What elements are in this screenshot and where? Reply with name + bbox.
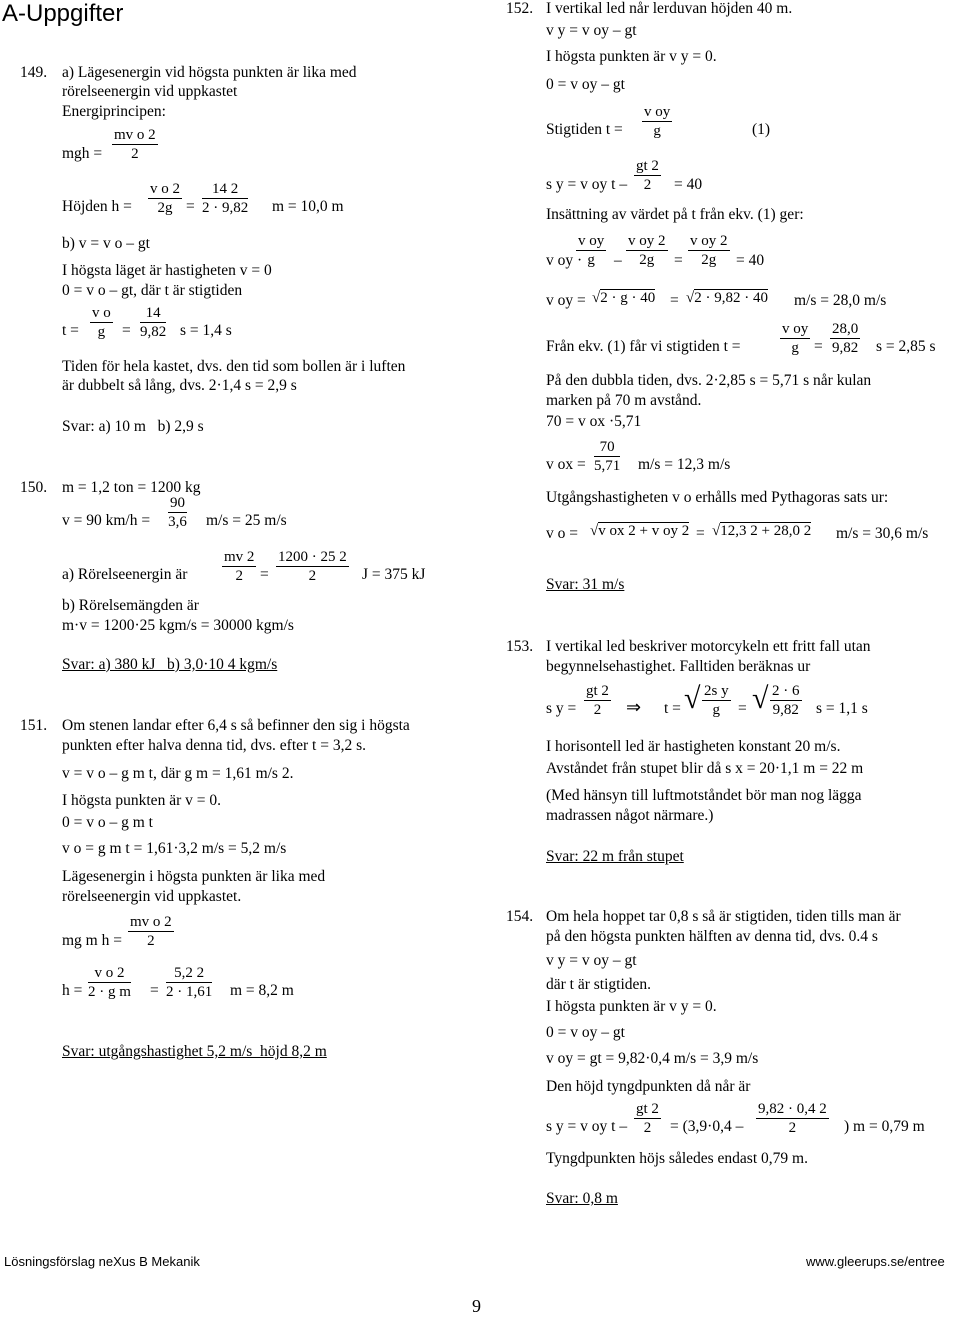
minus: – [614,252,622,269]
text-line: Den höjd tyngdpunkten då når är [546,1078,751,1095]
text-line: I vertikal led beskriver motorcykeln ett fritt fall utan [546,638,871,655]
equation-label: mg m h = [62,932,122,949]
text-line: 70 = v ox ·5,71 [546,413,642,430]
result: J = 375 kJ [362,566,426,583]
result: s = 1,1 s [816,700,868,717]
fraction: $\frac{\text{mv o 2}}{2}$ [114,127,156,162]
text-line: rörelseenergin vid uppkastet. [62,888,242,905]
text-line: I högsta punkten är v y = 0. [546,48,717,65]
equation-label: s y = [546,700,577,717]
equation-label: v oy = [546,292,586,309]
text-line: 0 = v oy – gt [546,76,625,93]
result: m/s = 30,6 m/s [836,525,929,542]
text-line: I högsta punkten är v y = 0. [546,998,717,1015]
square-root: √v ox 2 + v oy 2 [590,523,690,539]
result: s = 2,85 s [876,338,936,355]
fraction: $\frac{1200 \cdot 25 2}{2}$ [278,549,347,584]
equation-label: a) Rörelseenergin är [62,566,188,583]
fraction: $\frac{\text{mv o 2}}{2}$ [130,914,172,949]
fraction: $\frac{28,0}{9,82}$ [832,321,859,356]
equation-label: t = [664,700,681,717]
equals: = [670,292,679,309]
text-line: Lägesenergin i högsta punkten är lika med [62,868,326,885]
fraction: $\frac{\text{v oy}}{g}$ [782,321,809,356]
equals: = [738,700,747,717]
page-number: 9 [472,1296,481,1316]
text-line: 0 = v oy – gt [546,1024,625,1041]
equation-label: v oy · [546,252,583,269]
text-line: där t är stigtiden. [546,976,652,993]
text-line: v o = g m t = 1,61·3,2 m/s = 5,2 m/s [62,840,287,857]
text-line: v oy = gt = 9,82·0,4 m/s = 3,9 m/s [546,1050,759,1067]
fraction: $\frac{gt 2}{2}$ [586,683,609,718]
text-line: m·v = 1200·25 kgm/s = 30000 kgm/s [62,617,294,634]
square-root: √2 · 9,82 · 40 [686,290,768,306]
text-line: Om stenen landar efter 6,4 s så befinner den sig i högsta [62,717,410,734]
text-line: a) Lägesenergin vid högsta punkten är lika med [62,64,357,81]
equals: = [150,982,159,999]
text-line: I högsta punkten är v = 0. [62,792,221,809]
equals: = [186,198,195,215]
answer: Svar: utgångshastighet 5,2 m/s höjd 8,2 m [62,1043,327,1060]
fraction: $\frac{\text{v oy 2}}{2g}$ [628,233,666,268]
result: m/s = 28,0 m/s [794,292,887,309]
fraction: $\frac{gt 2}{2}$ [636,158,659,193]
fraction: $\frac{\text{v oy}}{g}$ [644,104,671,139]
equation-label: v ox = [546,456,586,473]
text-line: I högsta läget är hastigheten v = 0 [62,262,272,279]
text-line: är dubbelt så lång, dvs. 2·1,4 s = 2,9 s [62,377,297,394]
equation-label: h = [62,982,83,999]
equals: = [674,252,683,269]
text-line: marken på 70 m avstånd. [546,392,702,409]
text-line: punkten efter halva denna tid, dvs. efter t = 3,2 s. [62,737,367,754]
text-line: m = 1,2 ton = 1200 kg [62,479,201,496]
square-root-icon: √ [752,682,769,715]
equals: = [814,338,823,355]
result: m = 8,2 m [230,982,294,999]
answer: Svar: 22 m från stupet [546,848,684,865]
square-root-icon: √ [684,682,701,715]
text-line: madrassen något närmare.) [546,807,714,824]
text-line: I horisontell led är hastigheten konstant 20 m/s. [546,738,841,755]
problem-number: 154. [506,908,534,925]
equation-label: Stigtiden t = [546,121,623,138]
fraction: $\frac{\text{v oy}}{g}$ [578,233,605,268]
square-root: √12,3 2 + 28,0 2 [712,523,812,539]
text-line: 0 = v o – g m t [62,814,153,831]
fraction: $\frac{2 \cdot 6}{9,82}$ [772,683,800,718]
text-line: Insättning av värdet på t från ekv. (1) ger: [546,206,804,223]
page-heading: A-Uppgifter [2,0,124,27]
fraction: $\frac{70}{5,71}$ [594,439,621,474]
fraction: $\frac{gt 2}{2}$ [636,1101,659,1136]
fraction: $\frac{\text{2s y}}{g}$ [704,683,729,718]
equation-ref: (1) [752,121,771,138]
text-line: (Med hänsyn till luftmotståndet bör man nog lägga [546,787,862,804]
fraction: $\frac{\text{v o 2}}{2g}$ [150,181,180,216]
text-line: På den dubbla tiden, dvs. 2·2,85 s = 5,71 s når kulan [546,372,872,389]
text-line: b) Rörelsemängden är [62,597,199,614]
text-line: v y = v oy – gt [546,22,637,39]
problem-number: 153. [506,638,534,655]
text-line: Energiprincipen: [62,103,166,120]
square-root: √2 · g · 40 [592,290,656,306]
equation-part: = (3,9·0,4 – [670,1118,744,1135]
result: m/s = 12,3 m/s [638,456,731,473]
fraction: $\frac{\text{v o}}{g}$ [92,305,111,340]
text-line: rörelseenergin vid uppkastet [62,83,238,100]
text-line: på den högsta punkten hälften av denna tid, dvs. 0.4 s [546,928,878,945]
text-line: Tiden för hela kastet, dvs. den tid som bollen är i luften [62,358,406,375]
problem-number: 149. [20,64,48,81]
fraction: $\frac{90}{3,6}$ [168,495,187,530]
fraction: $\frac{5,2 2}{2 \cdot 1,61}$ [166,965,213,1000]
answer: Svar: 0,8 m [546,1190,618,1207]
answer: Svar: 31 m/s [546,576,625,593]
text-line: 0 = v o – gt, där t är stigtiden [62,282,243,299]
equals: = [260,566,269,583]
equation-label: t = [62,322,79,339]
problem-number: 151. [20,717,48,734]
equation-label: mgh = [62,145,103,162]
footer-title: Lösningsförslag neXus B Mekanik [4,1254,200,1269]
answer: Svar: a) 10 m b) 2,9 s [62,418,204,435]
result: = 40 [674,176,703,193]
fraction: $\frac{14}{9,82}$ [140,305,167,340]
text-line: v y = v oy – gt [546,952,637,969]
fraction: $\frac{mv 2}{2}$ [224,549,255,584]
answer: Svar: a) 380 kJ b) 3,0·10 4 kgm/s [62,656,278,673]
text-line: Avståndet från stupet blir då s x = 20·1,1 m = 22 m [546,760,864,777]
equation-label: s y = v oy t – [546,1118,628,1135]
result: m = 10,0 m [272,198,344,215]
text-line: I vertikal led når lerduvan höjden 40 m. [546,0,793,17]
equals: = [122,322,131,339]
text-line: v = v o – g m t, där g m = 1,61 m/s 2. [62,765,294,782]
equation-label: Från ekv. (1) får vi stigtiden t = [546,338,741,355]
footer-url[interactable]: www.gleerups.se/entree [806,1254,945,1269]
text-line: Tyngdpunkten höjs således endast 0,79 m. [546,1150,808,1167]
problem-number: 152. [506,0,534,17]
problem-number: 150. [20,479,48,496]
implies-arrow-icon: ⇒ [626,697,642,717]
text-line: Utgångshastigheten v o erhålls med Pythagoras sats ur: [546,489,889,506]
equation-label: v o = [546,525,578,542]
fraction: $\frac{\text{v oy 2}}{2g}$ [690,233,728,268]
result: = 40 [736,252,765,269]
fraction: $\frac{9,82 \cdot 0,4 2}{2}$ [758,1101,827,1136]
equals: = [696,525,705,542]
text-line: b) v = v o – gt [62,235,150,252]
fraction: $\frac{14 2}{2 \cdot 9,82}$ [202,181,249,216]
equation-label: Höjden h = [62,198,132,215]
result: ) m = 0,79 m [844,1118,925,1135]
equation-label: v = 90 km/h = [62,512,151,529]
result: s = 1,4 s [180,322,232,339]
text-line: Om hela hoppet tar 0,8 s så är stigtiden, tiden tills man är [546,908,901,925]
fraction: $\frac{\text{v o 2}}{\text{2 · g m}}$ [88,965,131,1000]
text-line: begynnelsehastighet. Falltiden beräknas ur [546,658,811,675]
result: m/s = 25 m/s [206,512,287,529]
equation-label: s y = v oy t – [546,176,628,193]
